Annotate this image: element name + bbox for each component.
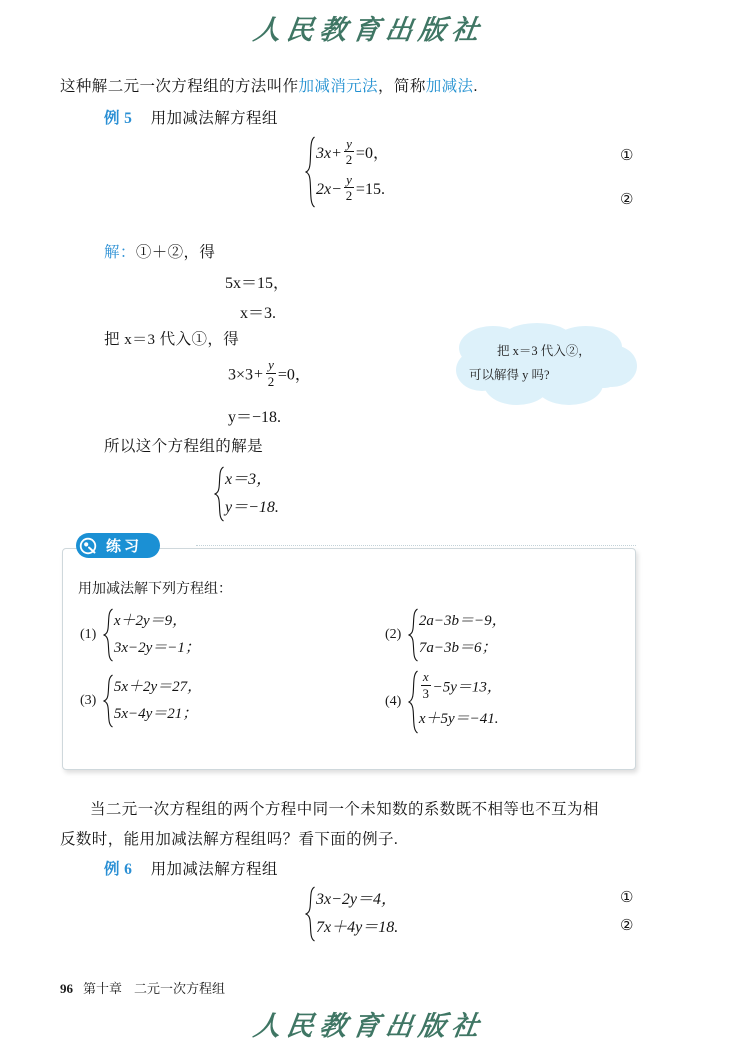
exercise-instruction: 用加减法解下列方程组： [78, 582, 232, 597]
example6-left-brace-icon [305, 886, 316, 942]
exercise-4-equation-1 [419, 670, 502, 704]
exercise-4-number: (4) [385, 694, 402, 709]
exercise-4-brace-icon [408, 670, 419, 734]
subst-rhs: 0， [286, 366, 311, 384]
eq1-fraction [344, 137, 354, 167]
exercise-divider-dotted [196, 545, 636, 546]
footer-chapter-title: 二元一次方程组 [134, 981, 226, 996]
intro-part1: 这种解二元一次方程组的方法叫作 [60, 78, 299, 95]
eq1-var-x: x [324, 145, 332, 162]
exercise-4-equation-2: x＋5y＝−41. [418, 711, 499, 727]
term-addition-subtraction-elimination: 加减消元法 [298, 78, 379, 95]
left-brace-icon [305, 136, 316, 208]
example5-heading [104, 104, 278, 134]
footer-chapter: 第十章 [83, 981, 123, 996]
substitution-expression: x＝3 [124, 332, 156, 348]
solution-step1: ①＋②，得 [135, 244, 216, 261]
paragraph-2 [60, 795, 680, 855]
intro-part2: ，简称 [378, 78, 426, 95]
solution-heading [104, 238, 215, 268]
eq2-fraction [344, 173, 354, 203]
footer-page-number: 96 [60, 981, 73, 996]
subst-prefix: 3×3 [228, 366, 254, 384]
answer-line-x: x＝3， [225, 471, 273, 488]
hint-line-1: 把 x＝3 代入②， [497, 344, 591, 358]
exercise-1-number: (1) [80, 627, 97, 642]
exercise-2-equation-2: 7a−3b＝6； [418, 640, 497, 656]
exercise-badge-label: 练习 [76, 533, 160, 558]
example5-label: 例 5 [104, 110, 133, 127]
eq2-coef-x: 2 [316, 181, 324, 198]
exercise-4-frac-numerator: x [422, 669, 429, 684]
exercise-badge [76, 533, 160, 558]
subst-frac-denominator: 2 [267, 373, 275, 389]
exercise-4-fraction [421, 670, 431, 700]
hint-text [455, 322, 639, 408]
eq1-equals: = [355, 145, 365, 162]
exercise-2-equation-1: 2a−3b＝−9， [418, 613, 507, 629]
example6-title: 用加减法解方程组 [150, 861, 278, 878]
example6-eqnum-2: ② [620, 918, 634, 934]
solution-line-5x: 5x＝15， [225, 275, 290, 292]
subst-operator: + [254, 366, 264, 384]
substitution-suffix: 代入①，得 [155, 331, 240, 348]
page-footer [60, 978, 225, 997]
example6-system [305, 886, 398, 947]
eq1-frac-denominator: 2 [345, 152, 353, 168]
intro-part3: . [473, 78, 478, 95]
subst-fraction [266, 358, 276, 388]
eq1-rhs: 0， [364, 145, 389, 162]
substitution-prefix: 把 [104, 331, 125, 348]
example5-eqnum-2: ② [620, 192, 634, 208]
example6-equation-1: 3x−2y＝4， [316, 891, 398, 908]
subst-equals: = [277, 366, 287, 384]
eq1-operator: + [332, 145, 342, 162]
example5-equation-2 [316, 172, 389, 208]
exercise-4-frac-denominator: 3 [422, 685, 429, 701]
exercise-1-equation-1: x＋2y＝9， [113, 613, 188, 629]
example6-eqnum-1: ① [620, 890, 634, 906]
example5-equation-1 [316, 136, 389, 172]
subst-frac-numerator: y [268, 357, 274, 372]
exercise-2-brace-icon [408, 608, 419, 662]
pencil-circle-icon [76, 534, 100, 558]
example5-eqnum-1: ① [620, 148, 634, 164]
example5-title: 用加减法解方程组 [150, 110, 278, 127]
solution-line-y-equals: y＝−18. [228, 409, 282, 426]
exercise-4-equation-1-rest: −5y＝13， [432, 679, 502, 696]
solution-line-substituted [228, 358, 311, 388]
hint-line-2: 可以解得 y 吗? [469, 368, 550, 382]
answer-line-y: y＝−18. [225, 499, 279, 516]
exercise-1-brace-icon [103, 608, 114, 662]
exercise-3-equation-2: 5x−4y＝21； [113, 706, 198, 722]
term-addition-subtraction-method: 加减法 [425, 78, 474, 95]
eq2-frac-numerator: y [346, 171, 352, 187]
exercise-item-1 [80, 608, 200, 662]
exercise-3-number: (3) [80, 693, 97, 708]
exercise-1-equation-2: 3x−2y＝−1； [113, 640, 200, 656]
solution-label: 解： [104, 244, 136, 261]
answer-left-brace-icon [214, 466, 225, 522]
exercise-item-3 [80, 674, 202, 728]
solution-conclusion: 所以这个方程组的解是 [104, 438, 264, 455]
publisher-watermark-bottom: 人民教育出版社 [251, 1011, 487, 1041]
eq1-coef-x: 3 [316, 145, 324, 162]
example6-equation-2: 7x＋4y＝18. [316, 919, 399, 936]
exercise-item-2 [385, 608, 507, 662]
eq2-frac-denominator: 2 [345, 188, 353, 204]
eq2-var-x: x [324, 181, 332, 198]
example6-label: 例 6 [104, 861, 133, 878]
eq2-operator: − [332, 181, 342, 198]
hint-speech-bubble [455, 322, 639, 408]
exercise-2-number: (2) [385, 627, 402, 642]
exercise-3-equation-1: 5x＋2y＝27， [113, 679, 203, 695]
example5-system [305, 136, 389, 213]
publisher-watermark-top: 人民教育出版社 [251, 15, 487, 45]
eq2-equals: = [355, 181, 365, 198]
intro-paragraph [60, 72, 478, 102]
substitution-line [104, 325, 239, 355]
exercise-item-4 [385, 670, 502, 734]
exercise-3-brace-icon [103, 674, 114, 728]
example6-heading [104, 855, 278, 885]
paragraph-2-line-1: 当二元一次方程组的两个方程中同一个未知数的系数既不相等也不互为相 [90, 801, 599, 818]
eq2-rhs: 15. [364, 181, 385, 198]
paragraph-2-line-2: 反数时，能用加减法解方程组吗？看下面的例子. [60, 831, 399, 848]
eq1-frac-numerator: y [346, 135, 352, 151]
solution-line-x-equals-3: x＝3. [240, 305, 277, 322]
answer-system [214, 466, 279, 527]
